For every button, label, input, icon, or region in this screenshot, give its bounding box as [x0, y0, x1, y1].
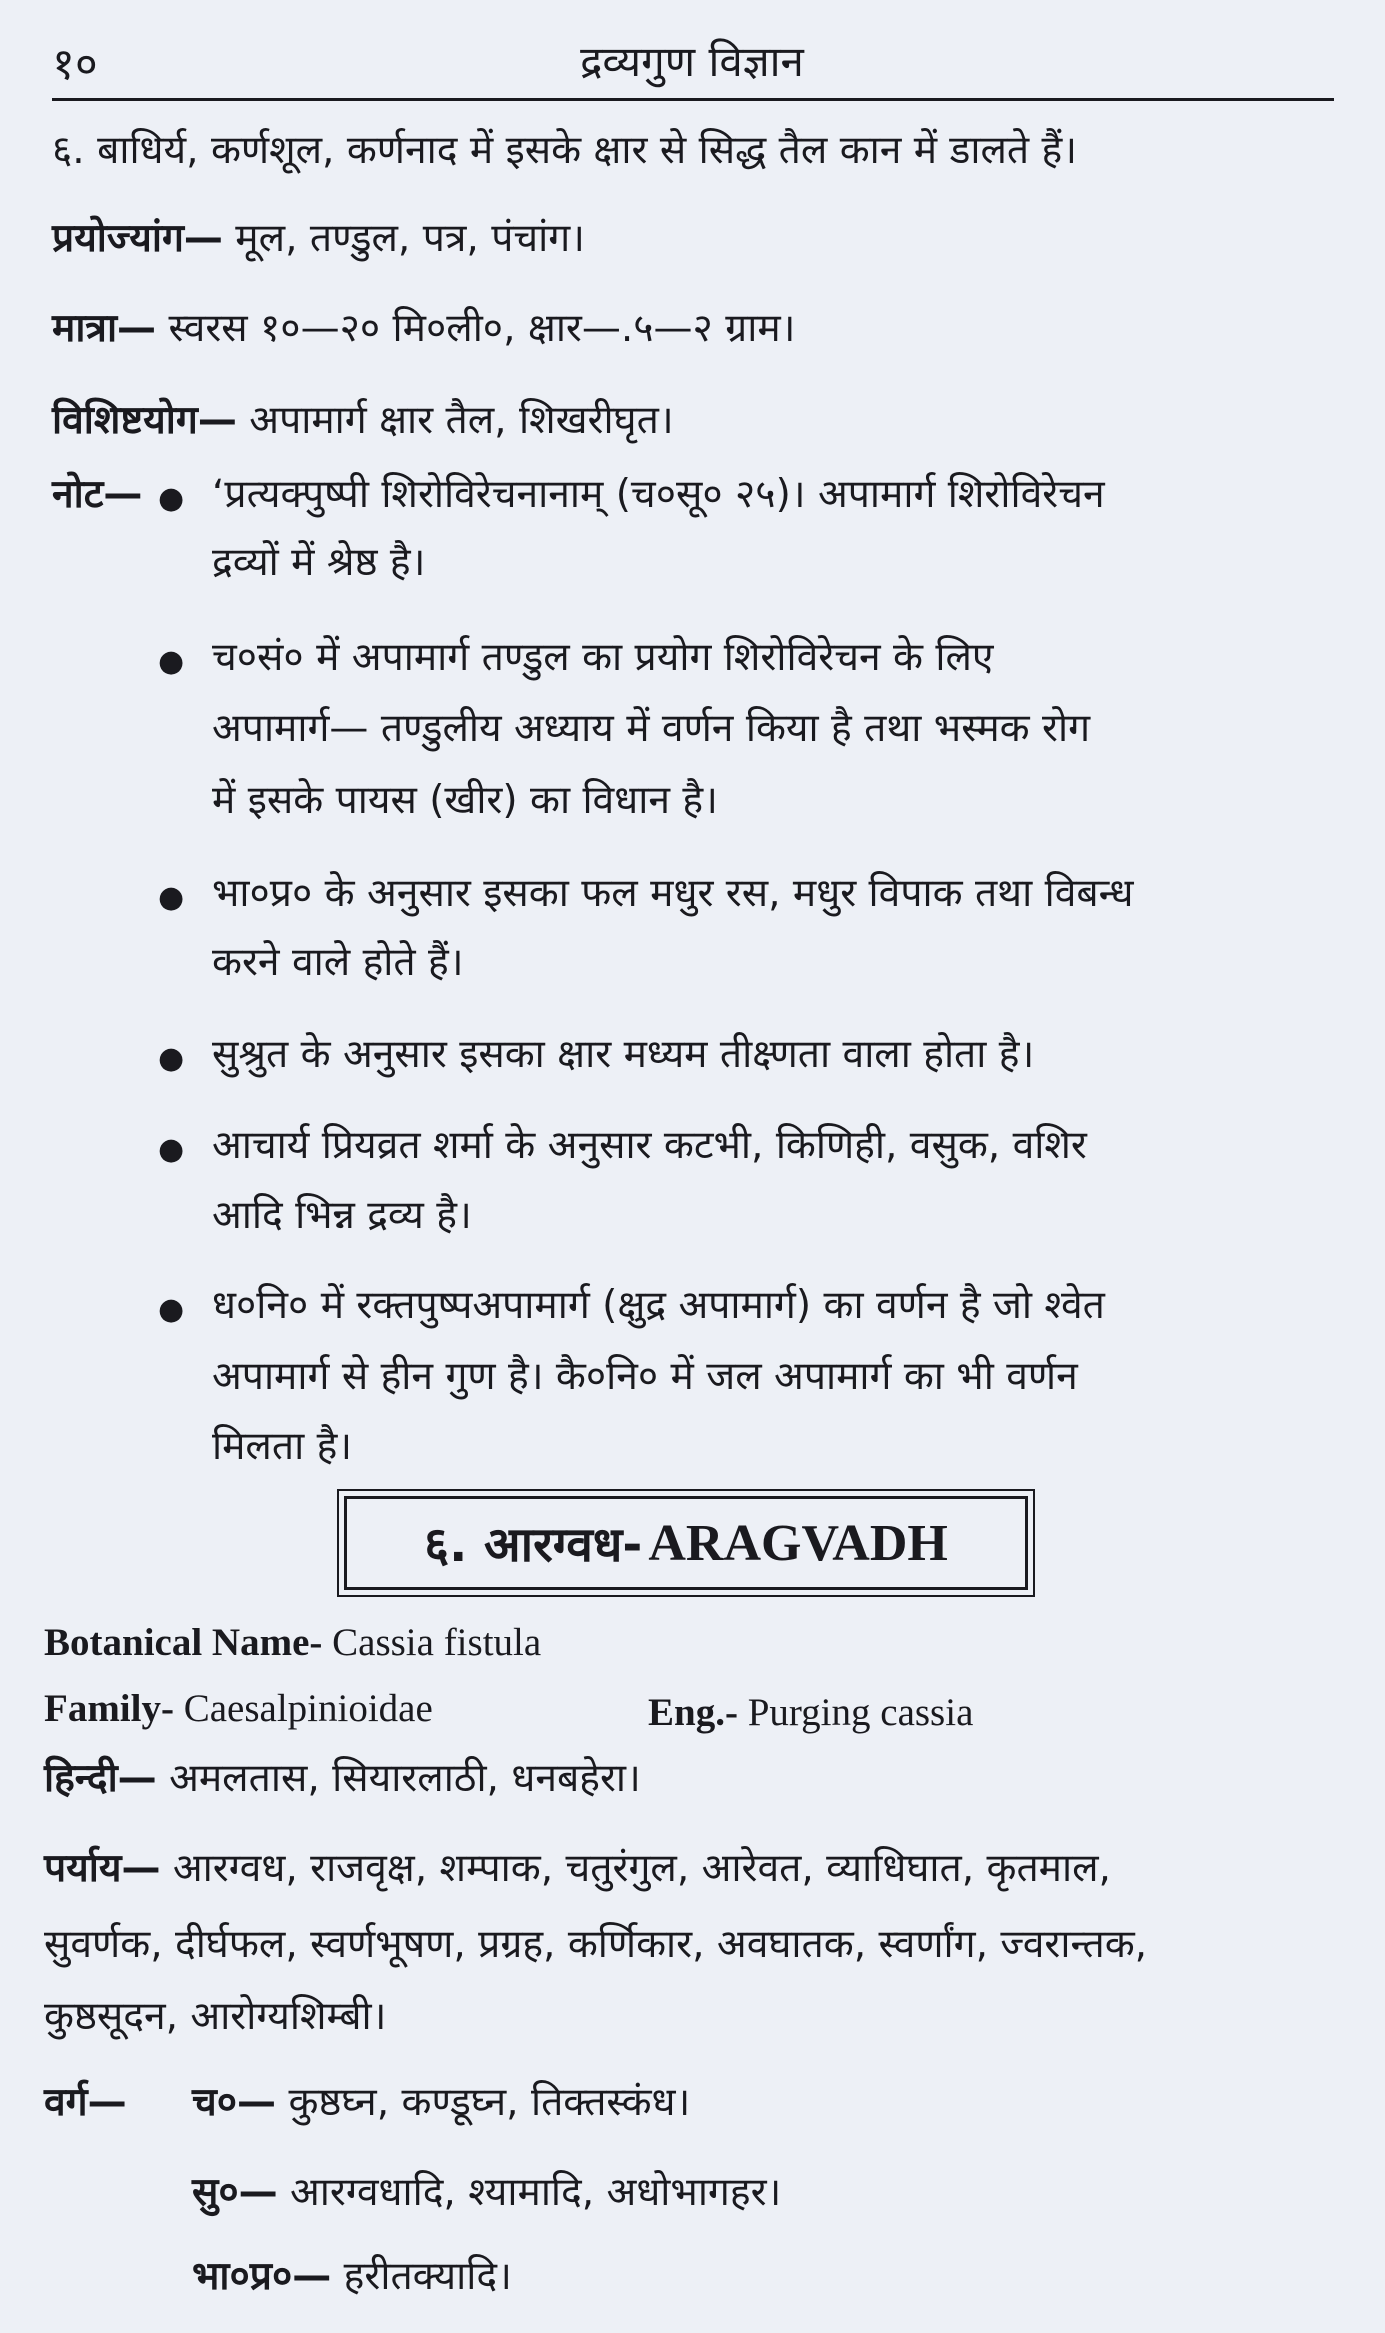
varga-row-bhavaprakasha — [192, 2254, 512, 2301]
botanical-name-line — [44, 1620, 541, 1667]
varga-text-charaka: कुष्ठघ्न, कण्डूघ्न, तिक्तस्कंध। — [276, 2080, 691, 2125]
page-number: १० — [52, 39, 98, 90]
matra-label: मात्रा— — [52, 306, 157, 351]
bullet-icon: ● — [158, 880, 185, 915]
matra-line — [52, 306, 795, 353]
paryaya-line-2: सुवर्णक, दीर्घफल, स्वर्णभूषण, प्रग्रह, कर्णिकार, अवघातक, स्वर्णांग, ज्वरान्तक, — [44, 1922, 1148, 1967]
family-label: Family- — [44, 1687, 174, 1730]
bullet-icon: ● — [158, 1292, 185, 1327]
note-point-3-line-1: भा०प्र० के अनुसार इसका फल मधुर रस, मधुर विपाक तथा विबन्ध — [212, 871, 1134, 916]
bullet-icon: ● — [158, 644, 185, 679]
varga-label: वर्ग— — [44, 2080, 127, 2125]
item-6-text: ६. बाधिर्य, कर्णशूल, कर्णनाद में इसके क्षार से सिद्ध तैल कान में डालते हैं। — [52, 128, 1078, 173]
paryaya-label: पर्याय— — [44, 1846, 161, 1891]
varga-source-charaka: च०— — [192, 2080, 277, 2125]
varga-text-sushruta: आरग्वधादि, श्यामादि, अधोभागहर। — [277, 2170, 782, 2215]
note-point-6-line-3: मिलता है। — [212, 1424, 353, 1469]
paryaya-text-1: आरग्वध, राजवृक्ष, शम्पाक, चतुरंगुल, आरेवत, व्याधिघात, कृतमाल, — [160, 1846, 1111, 1891]
section-heading-latin: ARAGVADH — [648, 1514, 948, 1572]
bullet-icon: ● — [158, 481, 185, 516]
english-name-value: Purging cassia — [737, 1691, 974, 1734]
hindi-line — [44, 1756, 641, 1803]
note-point-5-line-2: आदि भिन्न द्रव्य है। — [212, 1193, 472, 1238]
paryaya-line-3: कुष्ठसूदन, आरोग्यशिम्बी। — [44, 1994, 387, 2039]
prayojyanga-label: प्रयोज्यांग— — [52, 216, 223, 261]
varga-row-sushruta — [192, 2170, 781, 2217]
botanical-name-value: Cassia fistula — [322, 1621, 542, 1664]
note-point-2-line-2: अपामार्ग— तण्डुलीय अध्याय में वर्णन किया है तथा भस्मक रोग — [212, 706, 1091, 751]
section-heading-devanagari: ६. आरग्वध- — [424, 1516, 643, 1573]
note-point-2-line-3: में इसके पायस (खीर) का विधान है। — [212, 778, 718, 823]
varga-source-bhavaprakasha: भा०प्र०— — [192, 2254, 332, 2299]
hindi-label: हिन्दी— — [44, 1756, 157, 1801]
bullet-icon: ● — [158, 1041, 185, 1076]
section-heading-box — [344, 1496, 1028, 1590]
header-rule — [52, 98, 1334, 101]
note-point-3-line-2: करने वाले होते हैं। — [212, 940, 464, 985]
note-point-1-line-1: ‘प्रत्यक्पुष्पी शिरोविरेचनानाम्‌ (च०सू० २५)। अपामार्ग शिरोविरेचन — [212, 472, 1105, 517]
english-name-line — [648, 1690, 973, 1737]
matra-text: स्वरस १०—२० मि०ली०, क्षार—.५—२ ग्राम। — [156, 306, 796, 351]
note-label: नोट— — [52, 472, 143, 517]
varga-text-bhavaprakasha: हरीतक्यादि। — [331, 2254, 512, 2299]
note-point-4-line-1: सुश्रुत के अनुसार इसका क्षार मध्यम तीक्ष्णता वाला होता है। — [212, 1032, 1035, 1077]
family-line — [44, 1686, 433, 1733]
note-point-5-line-1: आचार्य प्रियव्रत शर्मा के अनुसार कटभी, किणिही, वसुक, वशिर — [212, 1123, 1087, 1168]
note-point-1-line-2: द्रव्यों में श्रेष्ठ है। — [212, 540, 426, 585]
hindi-text: अमलतास, सियारलाठी, धनबहेरा। — [156, 1756, 641, 1801]
prayojyanga-text: मूल, तण्डुल, पत्र, पंचांग। — [222, 216, 585, 261]
varga-row-charaka — [192, 2080, 690, 2127]
vishishtayoga-line — [52, 398, 674, 445]
note-point-6-line-1: ध०नि० में रक्तपुष्पअपामार्ग (क्षुद्र अपामार्ग) का वर्णन है जो श्वेत — [212, 1283, 1105, 1328]
vishishtayoga-label: विशिष्टयोग— — [52, 398, 237, 443]
bullet-icon: ● — [158, 1132, 185, 1167]
note-point-2-line-1: च०सं० में अपामार्ग तण्डुल का प्रयोग शिरोविरेचन के लिए — [212, 635, 994, 680]
paryaya-line-1 — [44, 1846, 1111, 1893]
note-point-6-line-2: अपामार्ग से हीन गुण है। कै०नि० में जल अपामार्ग का भी वर्णन — [212, 1354, 1078, 1399]
varga-source-sushruta: सु०— — [192, 2170, 278, 2215]
english-name-label: Eng.- — [648, 1691, 738, 1734]
botanical-name-label: Botanical Name- — [44, 1621, 323, 1664]
family-value: Caesalpinioidae — [173, 1687, 433, 1730]
running-title: द्रव्यगुण विज्ञान — [580, 37, 804, 86]
page-header — [52, 22, 1332, 102]
vishishtayoga-text: अपामार्ग क्षार तैल, शिखरीघृत। — [236, 398, 674, 443]
prayojyanga-line — [52, 216, 585, 263]
